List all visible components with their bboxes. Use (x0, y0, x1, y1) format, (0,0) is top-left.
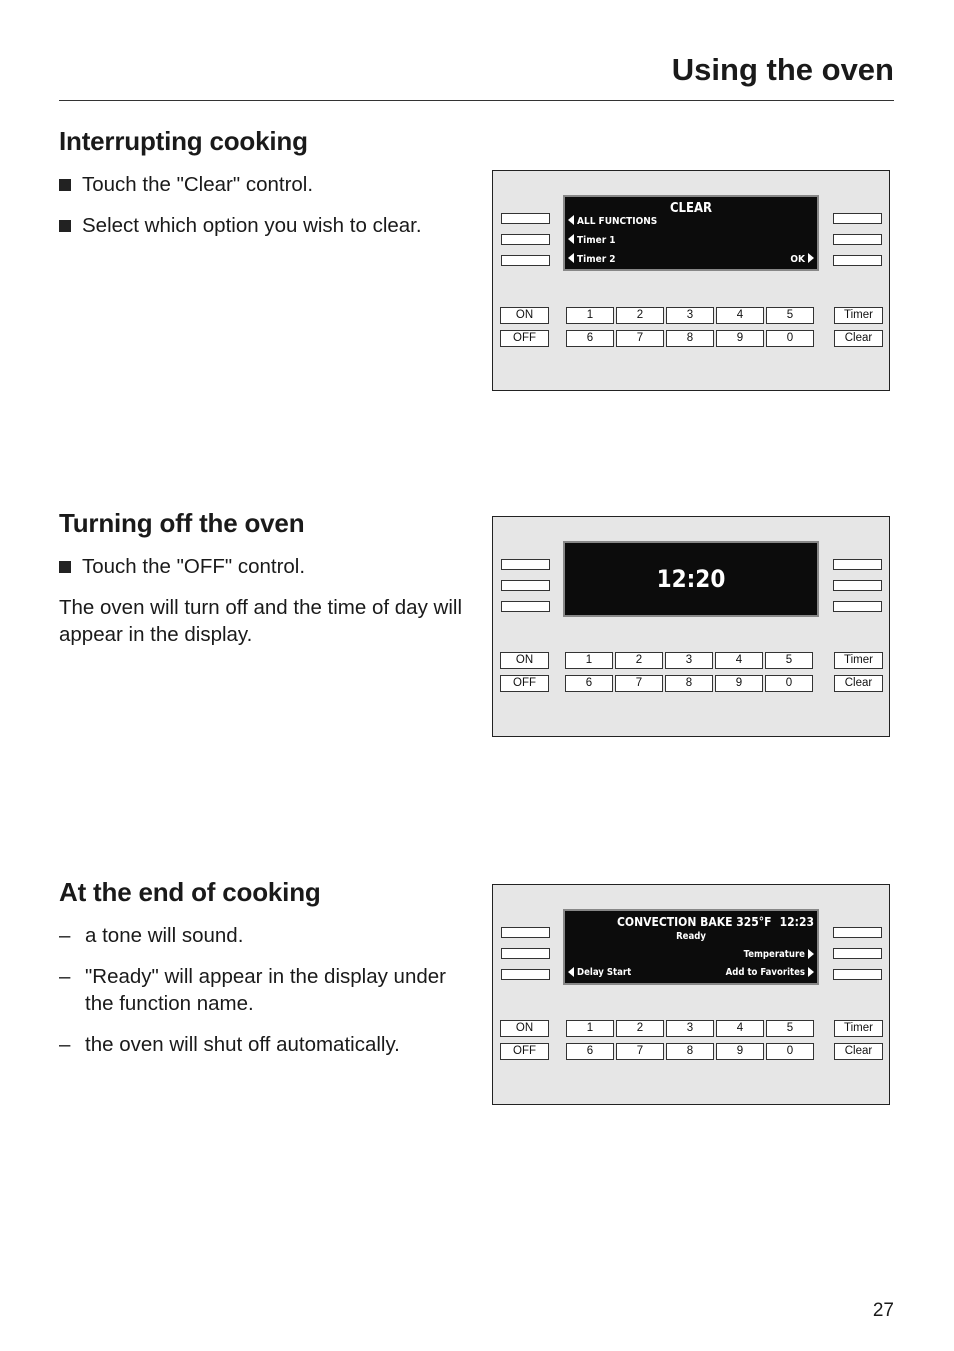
clear-button[interactable]: Clear (834, 330, 883, 347)
right-sensor-button-3[interactable] (833, 969, 882, 980)
number-button-0[interactable]: 0 (765, 675, 813, 692)
dash-text: "Ready" will appear in the display under the function name. (85, 965, 446, 1015)
number-button-5[interactable]: 5 (766, 1020, 814, 1037)
dash-item: – "Ready" will appear in the display under the function name. (59, 965, 446, 1015)
header-divider (59, 100, 894, 101)
display-title: CLEAR (669, 201, 713, 216)
number-button-2[interactable]: 2 (615, 652, 663, 669)
display-time: 12:23 (779, 915, 814, 929)
clear-button[interactable]: Clear (834, 675, 883, 692)
display-add-to-favorites: Add to Favorites (726, 967, 814, 979)
left-arrow-icon (568, 234, 574, 244)
number-button-7[interactable]: 7 (615, 675, 663, 692)
number-button-4[interactable]: 4 (716, 307, 764, 324)
right-sensor-button-3[interactable] (833, 601, 882, 612)
left-sensor-button-2[interactable] (501, 580, 550, 591)
left-sensor-button-2[interactable] (501, 234, 550, 245)
number-button-9[interactable]: 9 (716, 1043, 764, 1060)
number-button-9[interactable]: 9 (716, 330, 764, 347)
off-button[interactable]: OFF (500, 1043, 549, 1060)
display-time: 12:20 (656, 565, 726, 593)
left-sensor-button-3[interactable] (501, 255, 550, 266)
right-sensor-button-1[interactable] (833, 927, 882, 938)
right-sensor-button-2[interactable] (833, 948, 882, 959)
display-function: CONVECTION BAKE 325°F (617, 915, 772, 929)
number-button-7[interactable]: 7 (616, 1043, 664, 1060)
bullet-text: Touch the "OFF" control. (82, 555, 306, 578)
bullet-item (59, 553, 469, 580)
number-button-7[interactable]: 7 (616, 330, 664, 347)
page-header-title: Using the oven (671, 52, 894, 87)
section-heading: At the end of cooking (59, 877, 321, 907)
number-button-5[interactable]: 5 (766, 307, 814, 324)
number-button-1[interactable]: 1 (566, 1020, 614, 1037)
right-sensor-button-2[interactable] (833, 234, 882, 245)
oven-display (563, 541, 819, 617)
number-button-9[interactable]: 9 (715, 675, 763, 692)
dash-text: a tone will sound. (85, 924, 244, 947)
right-arrow-icon (808, 253, 814, 263)
left-sensor-button-1[interactable] (501, 213, 550, 224)
number-button-4[interactable]: 4 (716, 1020, 764, 1037)
on-button[interactable]: ON (500, 307, 549, 324)
section-interrupting-cooking (59, 126, 469, 253)
oven-control-panel-clear (492, 170, 890, 391)
square-bullet-icon (59, 179, 71, 191)
right-sensor-button-1[interactable] (833, 559, 882, 570)
timer-button[interactable]: Timer (834, 652, 883, 669)
square-bullet-icon (59, 220, 71, 232)
left-sensor-button-3[interactable] (501, 601, 550, 612)
display-line-all-functions: ALL FUNCTIONS (568, 216, 657, 228)
number-button-6[interactable]: 6 (566, 330, 614, 347)
section-turning-off-the-oven (59, 508, 469, 662)
number-button-8[interactable]: 8 (666, 330, 714, 347)
off-button[interactable]: OFF (500, 330, 549, 347)
square-bullet-icon (59, 561, 71, 573)
display-status: Ready (676, 931, 706, 942)
number-button-0[interactable]: 0 (766, 330, 814, 347)
left-sensor-button-3[interactable] (501, 969, 550, 980)
number-button-4[interactable]: 4 (715, 652, 763, 669)
section-heading: Turning off the oven (59, 508, 305, 538)
page-number: 27 (872, 1300, 894, 1321)
number-button-5[interactable]: 5 (765, 652, 813, 669)
number-button-6[interactable]: 6 (565, 675, 613, 692)
section-heading: Interrupting cooking (59, 126, 308, 156)
right-sensor-button-3[interactable] (833, 255, 882, 266)
right-arrow-icon (808, 967, 814, 977)
left-arrow-icon (568, 215, 574, 225)
timer-button[interactable]: Timer (834, 307, 883, 324)
on-button[interactable]: ON (500, 1020, 549, 1037)
section-paragraph: The oven will turn off and the time of day will appear in the display. (59, 596, 462, 646)
left-sensor-button-2[interactable] (501, 948, 550, 959)
display-line-timer-1: Timer 1 (568, 235, 616, 247)
right-arrow-icon (808, 949, 814, 959)
oven-display (563, 909, 819, 985)
bullet-item (59, 171, 469, 198)
dash-text: the oven will shut off automatically. (85, 1033, 400, 1056)
on-button[interactable]: ON (500, 652, 549, 669)
number-button-0[interactable]: 0 (766, 1043, 814, 1060)
number-button-2[interactable]: 2 (616, 1020, 664, 1037)
display-ok: OK (790, 254, 814, 266)
number-button-3[interactable]: 3 (666, 307, 714, 324)
number-button-3[interactable]: 3 (665, 652, 713, 669)
left-sensor-button-1[interactable] (501, 927, 550, 938)
dash-item: – a tone will sound. (59, 924, 244, 947)
number-button-8[interactable]: 8 (666, 1043, 714, 1060)
right-sensor-button-2[interactable] (833, 580, 882, 591)
left-arrow-icon (568, 253, 574, 263)
right-sensor-button-1[interactable] (833, 213, 882, 224)
timer-button[interactable]: Timer (834, 1020, 883, 1037)
clear-button[interactable]: Clear (834, 1043, 883, 1060)
number-button-2[interactable]: 2 (616, 307, 664, 324)
bullet-text: Select which option you wish to clear. (82, 214, 422, 237)
number-button-3[interactable]: 3 (666, 1020, 714, 1037)
bullet-item (59, 212, 469, 239)
oven-control-panel-end-of-cooking (492, 884, 890, 1105)
off-button[interactable]: OFF (500, 675, 549, 692)
display-delay-start: Delay Start (568, 967, 631, 979)
oven-display (563, 195, 819, 271)
left-sensor-button-1[interactable] (501, 559, 550, 570)
left-arrow-icon (568, 967, 574, 977)
number-button-6[interactable]: 6 (566, 1043, 614, 1060)
number-button-8[interactable]: 8 (665, 675, 713, 692)
display-line-timer-2: Timer 2 (568, 254, 616, 266)
number-button-1[interactable]: 1 (566, 307, 614, 324)
section-at-the-end-of-cooking (59, 877, 469, 1072)
dash-item: – the oven will shut off automatically. (59, 1033, 400, 1056)
bullet-text: Touch the "Clear" control. (82, 173, 314, 196)
oven-control-panel-off (492, 516, 890, 737)
display-temperature: Temperature (744, 949, 814, 961)
number-button-1[interactable]: 1 (565, 652, 613, 669)
